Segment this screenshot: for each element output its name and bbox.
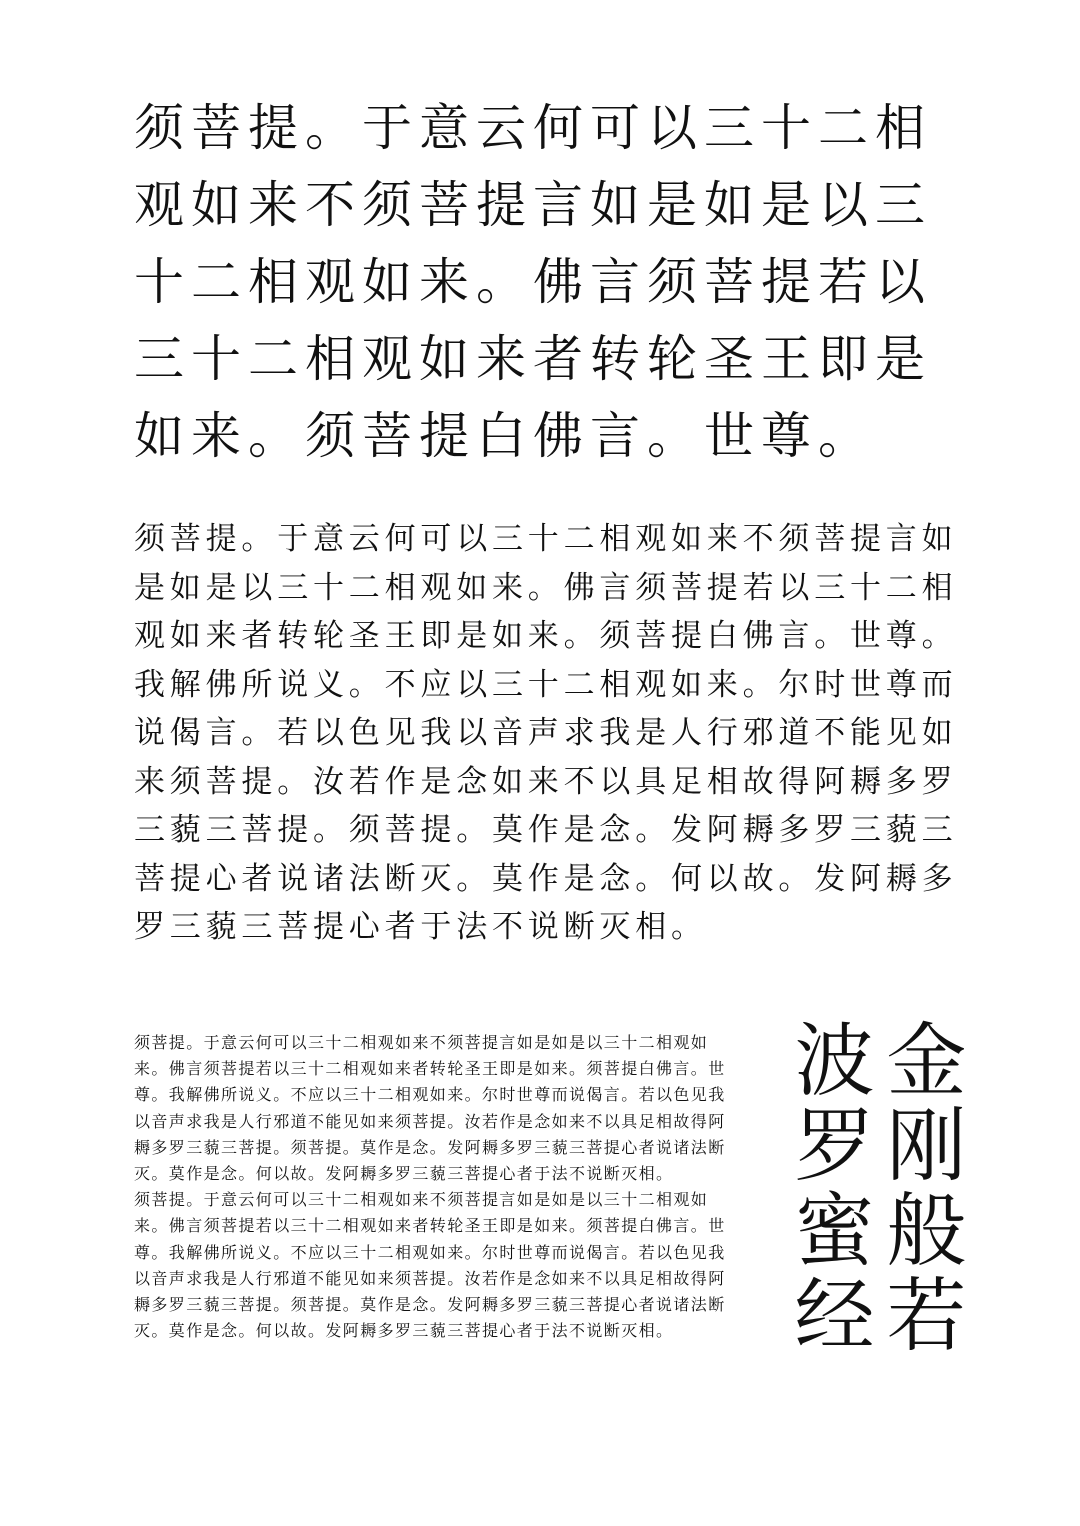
sutra-title: 金刚般若波罗蜜经	[781, 1018, 966, 1358]
paragraph-large: 须菩提。于意云何可以三十二相观如来不须菩提言如是如是以三十二相观如来。佛言须菩提若以三十二相观如来者转轮圣王即是如来。须菩提白佛言。世尊。	[134, 99, 932, 465]
paragraph-small-1: 须菩提。于意云何可以三十二相观如来不须菩提言如是如是以三十二相观如来。佛言须菩提若以三十二相观如来者转轮圣王即是如来。须菩提白佛言。世尊。我解佛所说义。不应以三十二相观如来。尔时世尊而说偈言。若以色见我以音声求我是人行邪道不能见如来须菩提。汝若作是念如来不以具足相故得阿耨多罗三藐三菩提。须菩提。莫作是念。发阿耨多罗三藐三菩提心者说诸法断灭。莫作是念。何以故。发阿耨多罗三藐三菩提心者于法不说断灭相。	[134, 1033, 726, 1184]
paragraph-medium: 须菩提。于意云何可以三十二相观如来不须菩提言如是如是以三十二相观如来。佛言须菩提若以三十二相观如来者转轮圣王即是如来。须菩提白佛言。世尊。我解佛所说义。不应以三十二相观如来。尔时世尊而说偈言。若以色见我以音声求我是人行邪道不能见如来须菩提。汝若作是念如来不以具足相故得阿耨多罗三藐三菩提。须菩提。莫作是念。发阿耨多罗三藐三菩提心者说诸法断灭。莫作是念。何以故。发阿耨多罗三藐三菩提心者于法不说断灭相。	[134, 521, 958, 945]
paragraph-small-group	[134, 1030, 734, 1344]
paragraph-small-2: 须菩提。于意云何可以三十二相观如来不须菩提言如是如是以三十二相观如来。佛言须菩提若以三十二相观如来者转轮圣王即是如来。须菩提白佛言。世尊。我解佛所说义。不应以三十二相观如来。尔时世尊而说偈言。若以色见我以音声求我是人行邪道不能见如来须菩提。汝若作是念如来不以具足相故得阿耨多罗三藐三菩提。须菩提。莫作是念。发阿耨多罗三藐三菩提心者说诸法断灭。莫作是念。何以故。发阿耨多罗三藐三菩提心者于法不说断灭相。	[134, 1190, 726, 1341]
